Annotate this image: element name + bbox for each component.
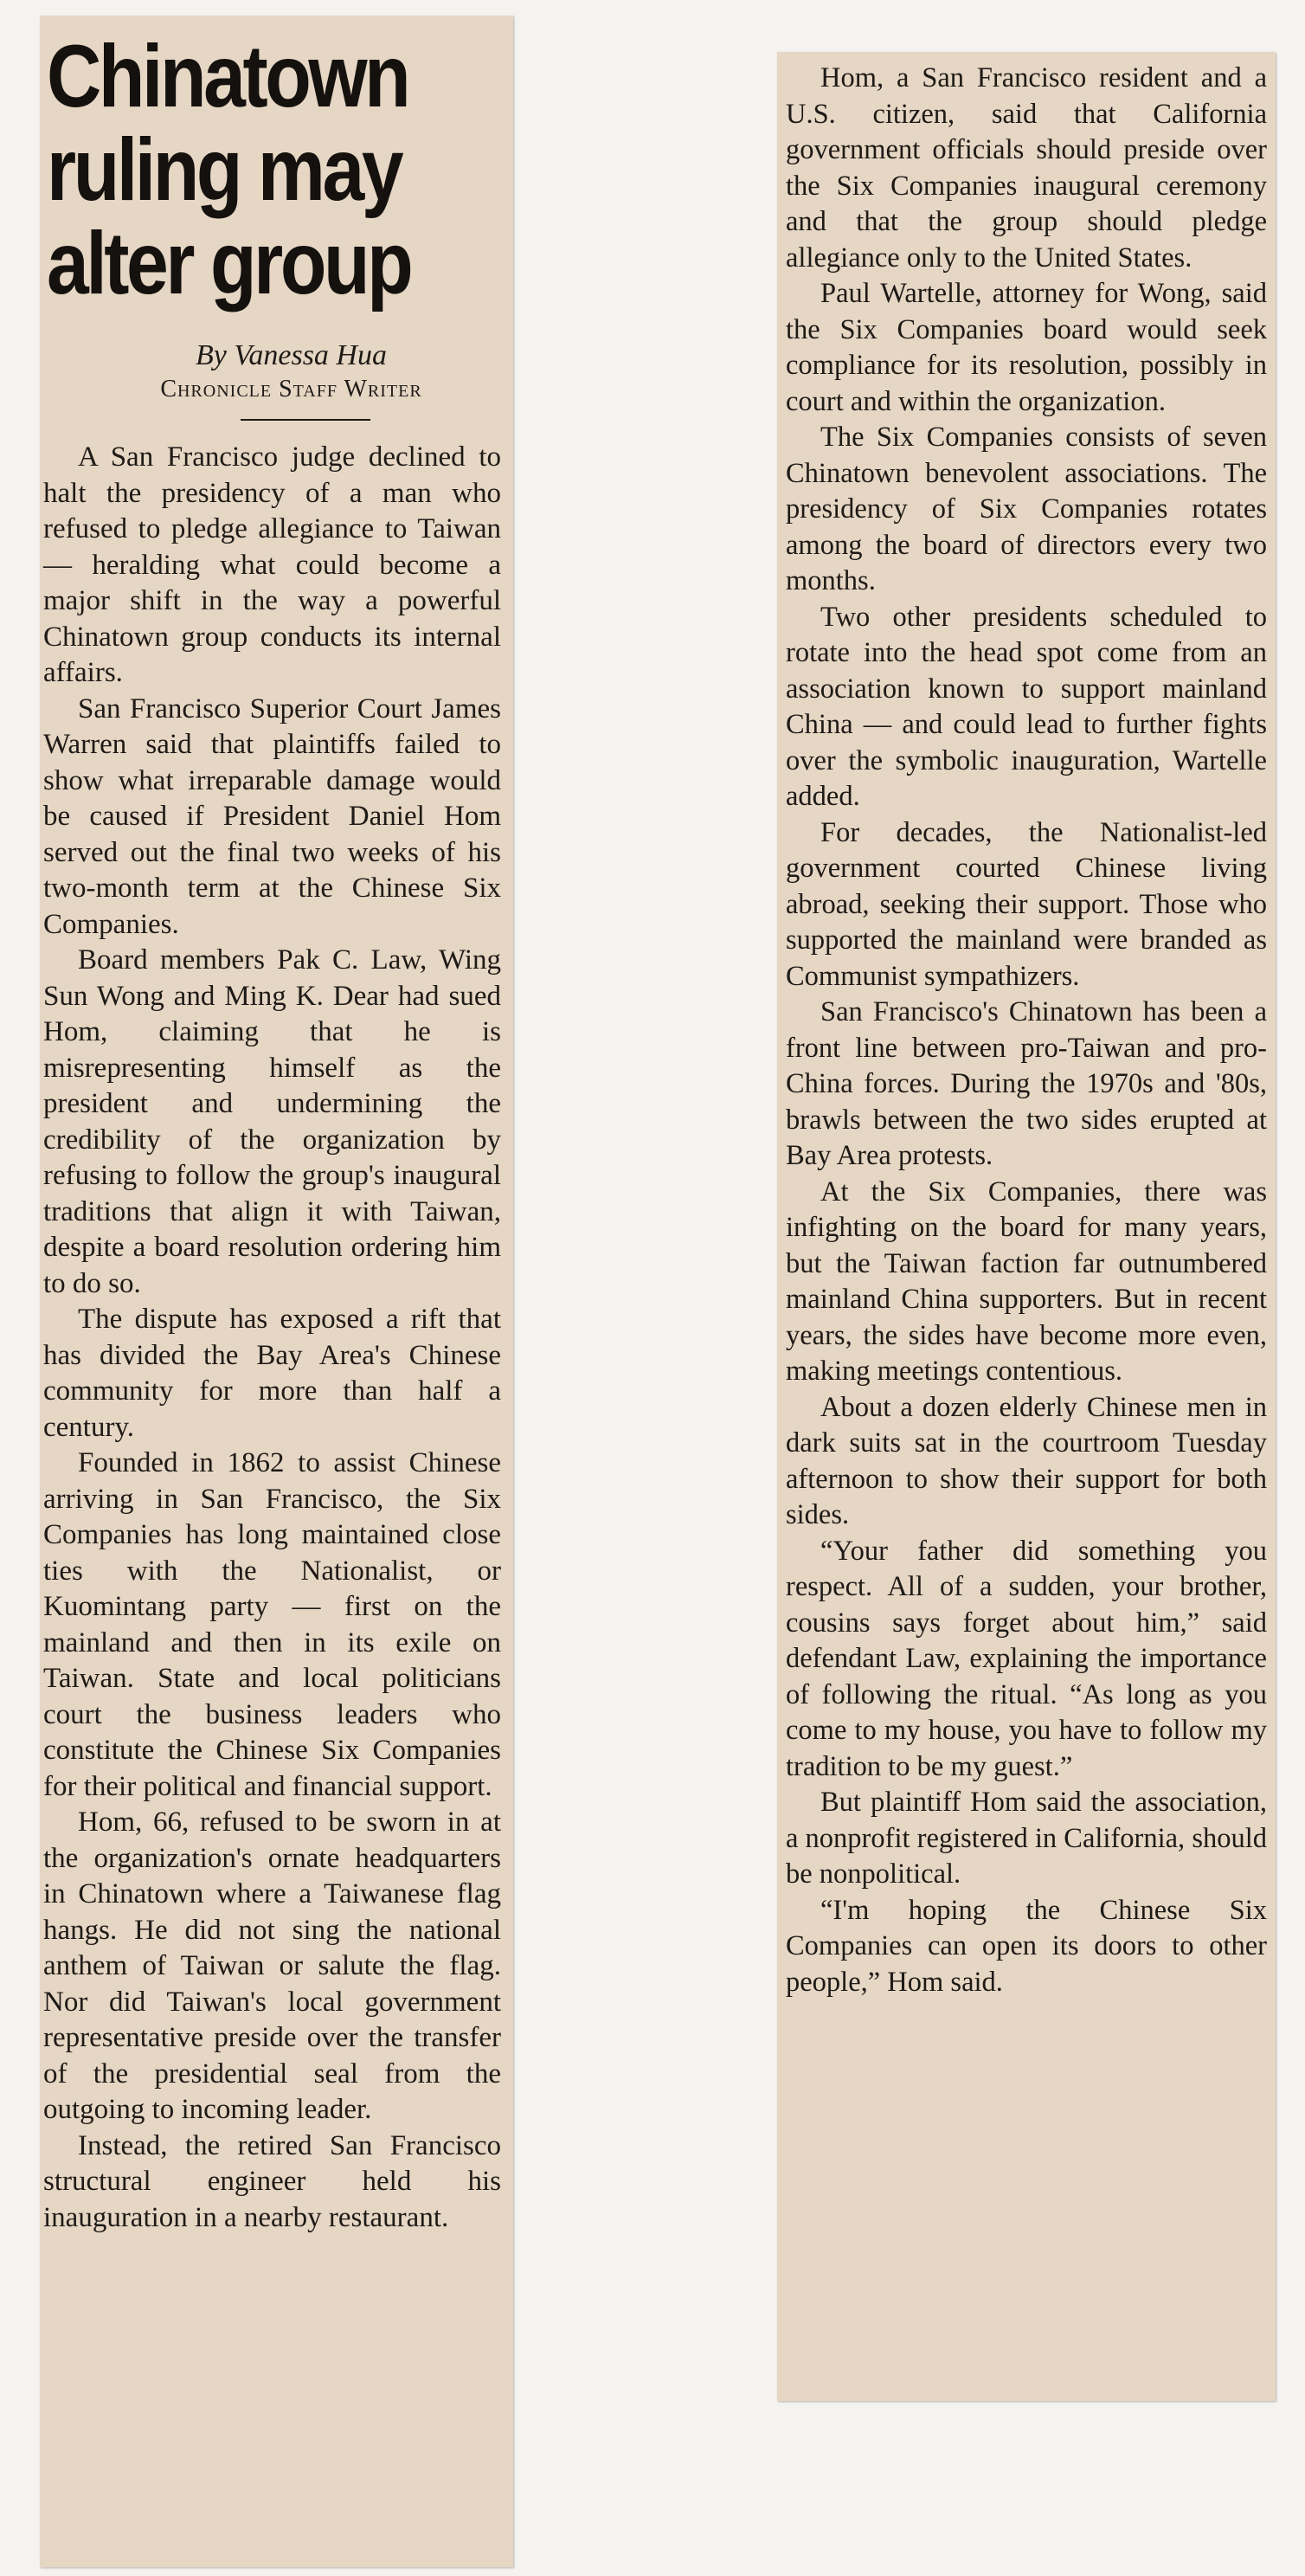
article-body-right [786, 61, 1267, 2000]
paragraph: San Francisco's Chinatown has been a front line between pro-Taiwan and pro-China forces. During the 1970s and '80s, brawls between the two sides erupted at Bay Area protests. [786, 996, 1267, 1171]
paragraph: Board members Pak C. Law, Wing Sun Wong and Ming K. Dear had sued Hom, claiming that he is misrepresenting himself as the president and undermining the credibility of the organization by refusing to follow the group's inaugural traditions that align it with Taiwan, despite a board resolution ordering him to do so. [43, 944, 501, 1299]
byline: By Vanessa Hua [196, 339, 387, 371]
paragraph: San Francisco Superior Court James Warren said that plaintiffs failed to show what irreparable damage would be caused if President Daniel Hom served out the final two weeks of his two-month term at the Chinese Six Companies. [43, 692, 501, 940]
paragraph: Two other presidents scheduled to rotate into the head spot come from an association known to support mainland China — and could lead to further fights over the symbolic inauguration, Wartelle added. [786, 601, 1267, 812]
headline-line: ruling may [47, 120, 402, 219]
paragraph: The Six Companies consists of seven Chinatown benevolent associations. The presidency of Six Companies rotates among the board of directors every two months. [786, 422, 1267, 596]
paragraph: Paul Wartelle, attorney for Wong, said the Six Companies board would seek compliance for its resolution, possibly in court and within the organization. [786, 278, 1267, 417]
byline-divider [241, 419, 370, 421]
paragraph: “Your father did something you respect. All of a sudden, your brother, cousins says forget about him,” said defendant Law, explaining the importance of following the ritual. “As long as you come to my house, you have to follow my tradition to be my guest.” [786, 1535, 1267, 1782]
paragraph: The dispute has exposed a rift that has divided the Bay Area's Chinese community for more than half a century. [43, 1304, 501, 1443]
headline-line: Chinatown [47, 27, 408, 126]
paragraph: A San Francisco judge declined to halt the presidency of a man who refused to pledge allegiance to Taiwan — heralding what could become a major shift in the way a powerful Chinatown group conducts its internal affairs. [43, 441, 501, 688]
headline-line: alter group [47, 214, 411, 312]
paragraph: Instead, the retired San Francisco structural engineer held his inauguration in a nearby restaurant. [43, 2129, 501, 2233]
byline-role: Chronicle Staff Writer [160, 376, 422, 402]
paragraph: “I'm hoping the Chinese Six Companies can open its doors to other people,” Hom said. [786, 1894, 1267, 1998]
headline [47, 29, 523, 310]
paragraph: Hom, 66, refused to be sworn in at the organization's ornate headquarters in Chinatown where a Taiwanese flag hangs. He did not sing the national anthem of Taiwan or salute the flag. Nor did Taiwan's local government representative preside over the transfer of the presidential seal from the outgoing to incoming leader. [43, 1806, 501, 2125]
paragraph: At the Six Companies, there was infighting on the board for many years, but the Taiwan faction far outnumbered mainland China supporters. But in recent years, the sides have become more even, making meetings contentious. [786, 1175, 1267, 1387]
paragraph: For decades, the Nationalist-led government courted Chinese living abroad, seeking their support. Those who supported the mainland were branded as Communist sympathizers. [786, 816, 1267, 992]
paragraph: But plaintiff Hom said the association, a nonprofit registered in California, should be nonpolitical. [786, 1787, 1267, 1890]
paragraph: Founded in 1862 to assist Chinese arriving in San Francisco, the Six Companies has long maintained close ties with the Nationalist, or Kuomintang party — first on the mainland and then in its exile on Taiwan. State and local politicians court the business leaders who constitute the Chinese Six Companies for their political and financial support. [43, 1447, 501, 1802]
clipping-column-right [777, 52, 1276, 2401]
paragraph: About a dozen elderly Chinese men in dark suits sat in the courtroom Tuesday afternoon to show their support for both sides. [786, 1391, 1267, 1530]
clipping-column-left [40, 16, 513, 2567]
paragraph: Hom, a San Francisco resident and a U.S. citizen, said that California government officials should preside over the Six Companies inaugural ceremony and that the group should pledge allegiance only to the United States. [786, 62, 1267, 274]
article-body-left [43, 440, 501, 2236]
